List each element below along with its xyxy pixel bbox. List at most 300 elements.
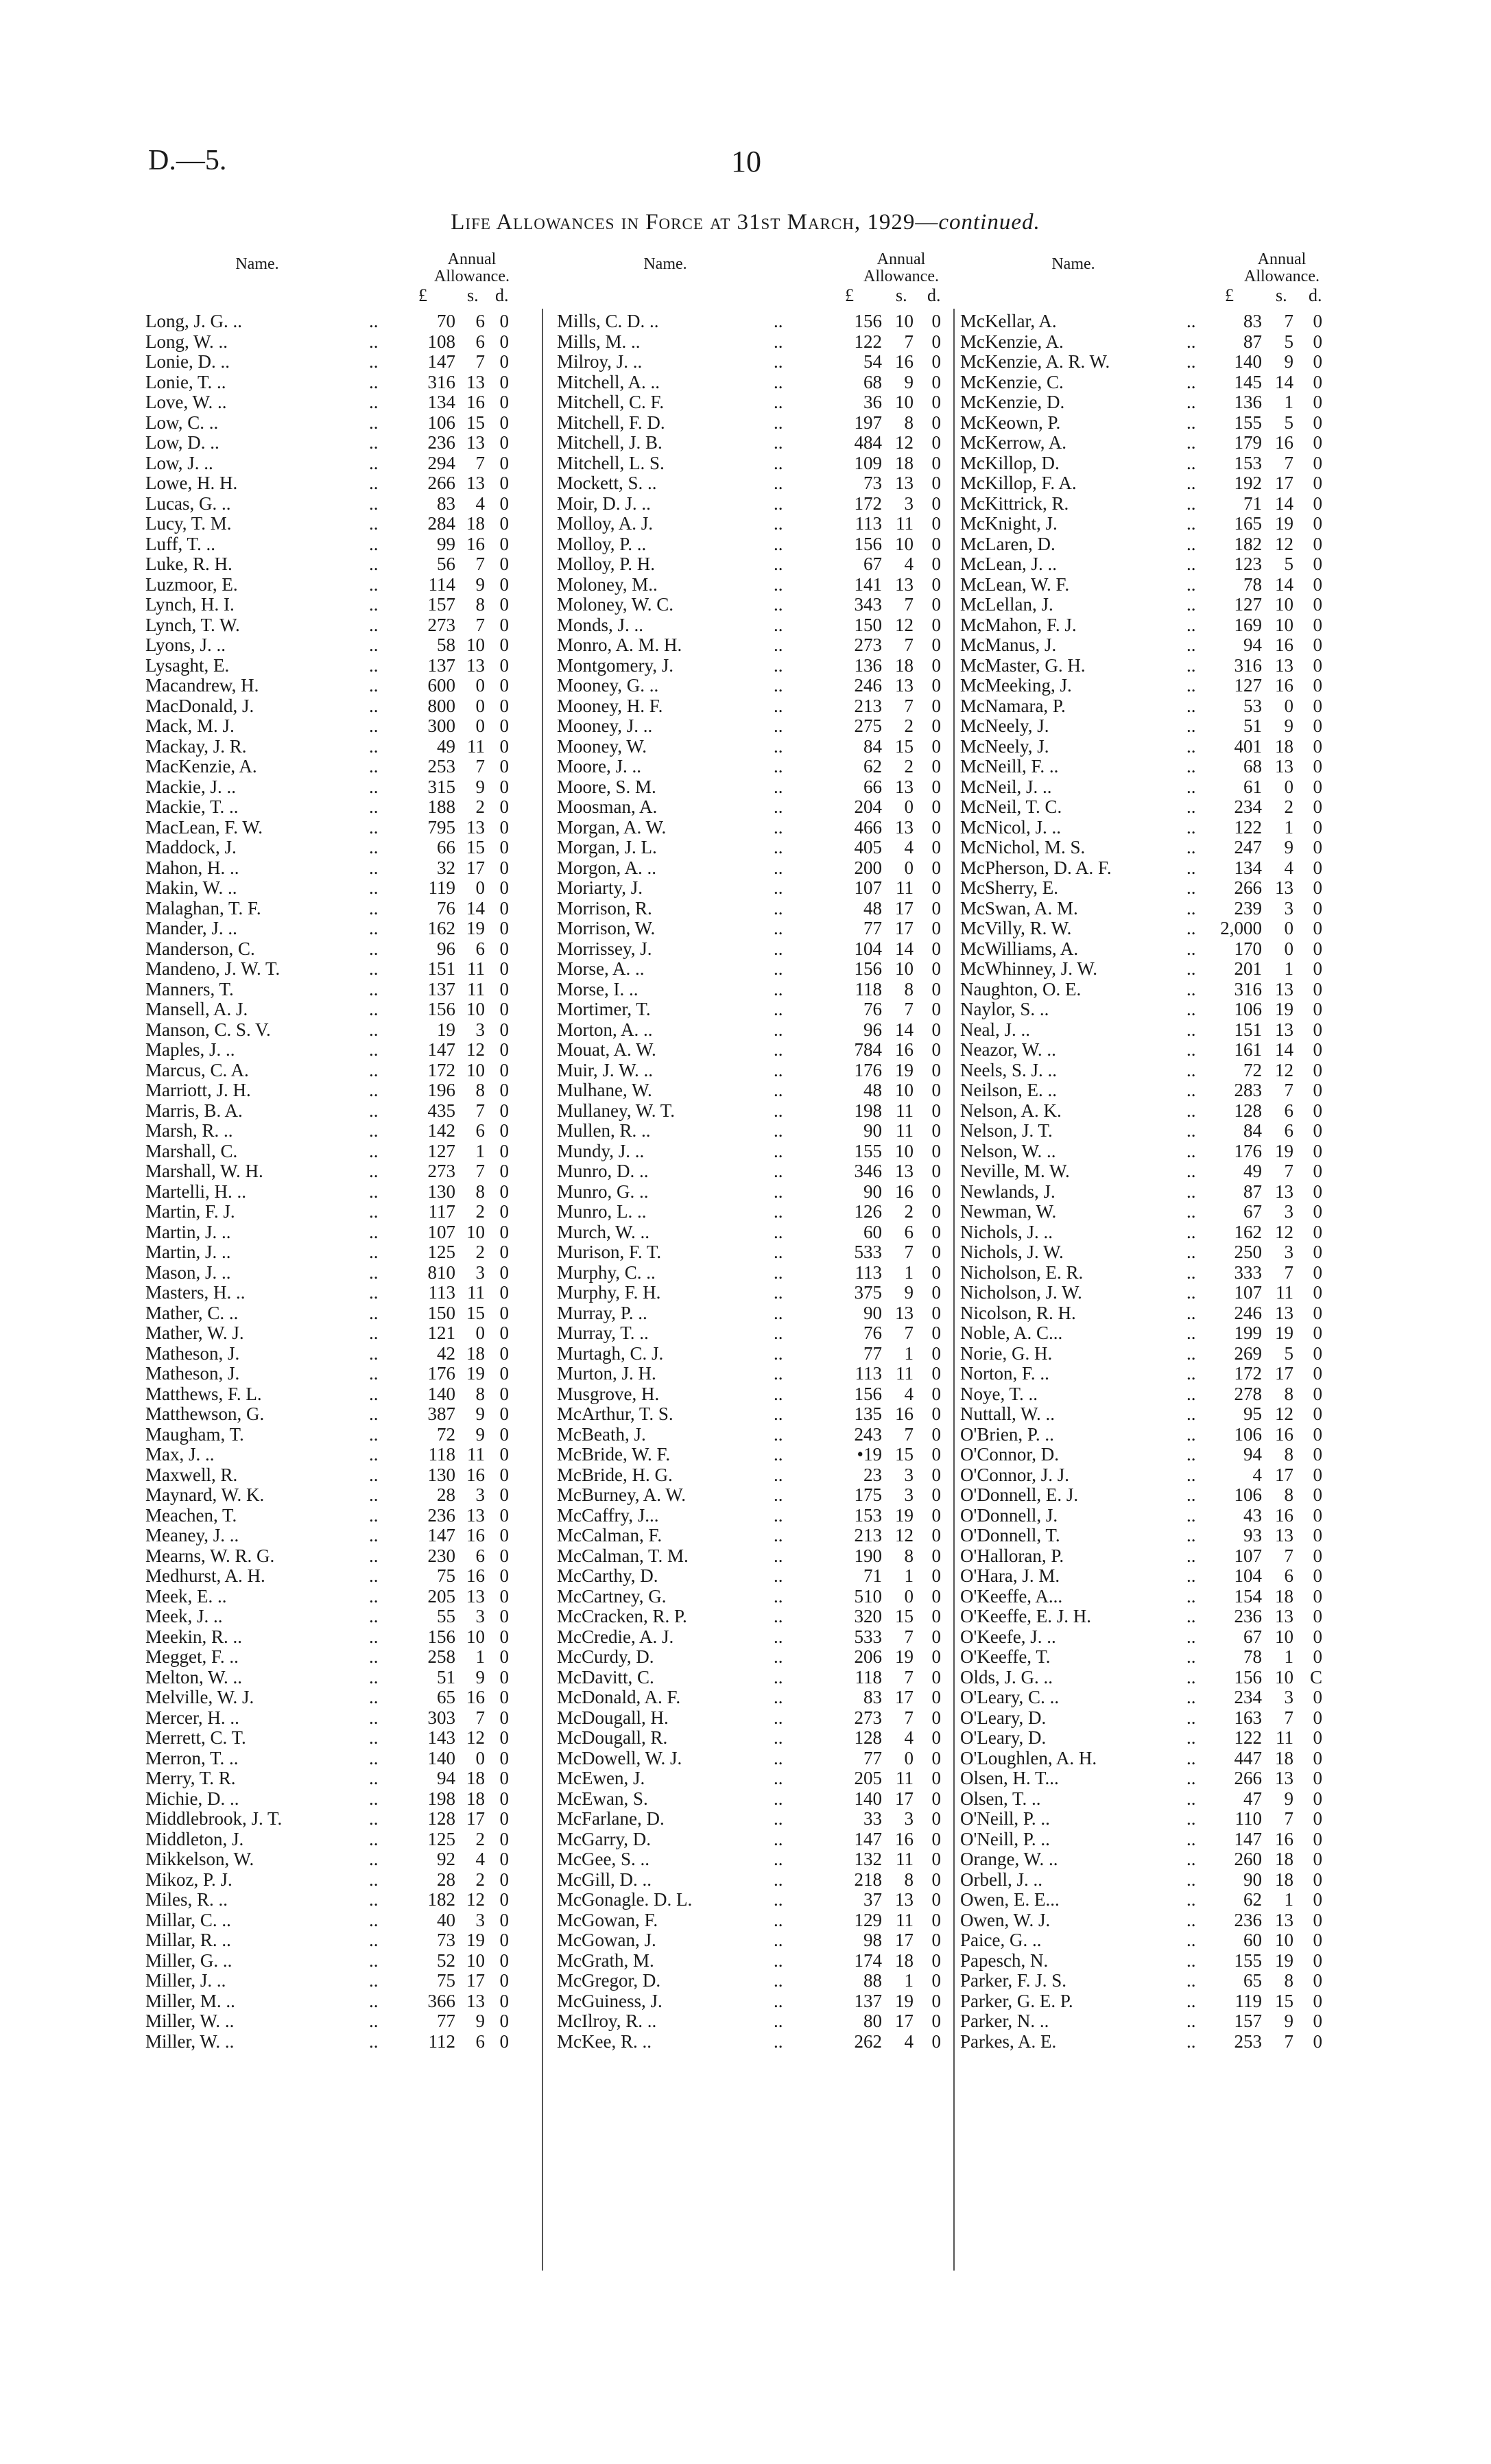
- person-name: McGarry, D.: [557, 1828, 651, 1849]
- person-name: McManus, J.: [960, 635, 1057, 655]
- person-name: Murton, J. H.: [557, 1363, 656, 1384]
- pounds-value: 130: [427, 1181, 455, 1202]
- table-row: [145, 311, 529, 332]
- leader-dots: ..: [774, 573, 783, 595]
- person-name: Luzmoor, E.: [145, 573, 238, 595]
- person-name: O'Leary, D.: [960, 1727, 1047, 1748]
- leader-dots: ..: [1186, 1828, 1196, 1849]
- pounds-value: 2,000: [1220, 918, 1262, 938]
- pounds-value: 65: [1243, 1970, 1262, 1991]
- pence-value: 0: [499, 999, 509, 1019]
- person-name: McKellar, A.: [960, 311, 1057, 331]
- shillings-value: 16: [895, 1039, 914, 1060]
- person-name: Lonie, T. ..: [145, 371, 226, 392]
- pence-value: 0: [499, 1666, 509, 1687]
- pounds-value: 87: [1243, 1181, 1262, 1202]
- table-row: [557, 1485, 948, 1506]
- shillings-value: 12: [895, 1525, 914, 1545]
- person-name: Mouat, A. W.: [557, 1039, 656, 1060]
- shillings-value: 7: [904, 999, 914, 1019]
- shillings-value: 4: [904, 837, 914, 857]
- pence-value: 0: [1313, 614, 1322, 635]
- leader-dots: ..: [774, 1565, 783, 1586]
- person-name: McDavitt, C.: [557, 1666, 654, 1687]
- pounds-value: 107: [854, 877, 882, 898]
- pounds-value: 77: [437, 2011, 455, 2031]
- shillings-value: 7: [475, 1707, 485, 1728]
- person-name: Martin, F. J.: [145, 1201, 235, 1222]
- pence-value: 0: [931, 1323, 941, 1343]
- person-name: Mikkelson, W.: [145, 1849, 254, 1869]
- pounds-value: 218: [854, 1869, 882, 1890]
- shillings-value: 13: [466, 654, 485, 676]
- leader-dots: ..: [774, 978, 783, 999]
- pence-value: 0: [931, 1990, 941, 2011]
- column-header: [145, 251, 529, 311]
- pounds-value: 60: [1243, 1930, 1262, 1950]
- pence-value: 0: [499, 635, 509, 655]
- person-name: O'Connor, D.: [960, 1444, 1060, 1465]
- leader-dots: ..: [774, 1768, 783, 1788]
- table-row: [145, 473, 529, 494]
- table-row: [960, 899, 1344, 919]
- leader-dots: ..: [369, 2030, 379, 2052]
- shillings-value: 10: [1275, 1666, 1293, 1687]
- table-row: [960, 1951, 1344, 1971]
- leader-dots: ..: [774, 1302, 783, 1323]
- leader-dots: ..: [774, 614, 783, 635]
- pounds-value: 147: [427, 1039, 455, 1060]
- leader-dots: ..: [774, 1221, 783, 1242]
- person-name: Mather, W. J.: [145, 1323, 244, 1343]
- leader-dots: ..: [1186, 1100, 1196, 1121]
- pence-value: 0: [499, 1484, 509, 1505]
- shillings-value: 7: [1284, 1161, 1293, 1181]
- shillings-value: 13: [895, 1302, 914, 1323]
- shillings-value: 8: [475, 1080, 485, 1100]
- leader-dots: ..: [1186, 1444, 1196, 1465]
- pence-value: 0: [499, 1990, 509, 2011]
- leader-dots: ..: [1186, 594, 1196, 615]
- pence-value: 0: [931, 1019, 941, 1040]
- pence-value: 0: [1313, 1221, 1322, 1242]
- leader-dots: ..: [774, 1788, 783, 1809]
- person-name: Lynch, H. I.: [145, 594, 235, 615]
- shillings-value: 10: [466, 999, 485, 1019]
- table-row: [960, 1242, 1344, 1263]
- pounds-value: 129: [854, 1909, 882, 1930]
- pounds-value: 156: [854, 311, 882, 331]
- leader-dots: ..: [1186, 351, 1196, 372]
- person-name: Mack, M. J.: [145, 715, 235, 736]
- table-row: [960, 858, 1344, 879]
- leader-dots: ..: [774, 837, 783, 857]
- table-row: [557, 1870, 948, 1891]
- table-row: [145, 1526, 529, 1546]
- shillings-value: 17: [895, 897, 914, 919]
- leader-dots: ..: [774, 857, 783, 878]
- table-row: [960, 1728, 1344, 1749]
- leader-dots: ..: [774, 1342, 783, 1364]
- shillings-value: 5: [1284, 1342, 1293, 1364]
- shillings-value: 19: [895, 1646, 914, 1667]
- pence-value: 0: [931, 918, 941, 938]
- shillings-value: 8: [904, 412, 914, 433]
- person-name: McKillop, D.: [960, 452, 1060, 473]
- table-row: [145, 1222, 529, 1243]
- leader-dots: ..: [1186, 1383, 1196, 1404]
- table-row: [960, 1647, 1344, 1668]
- shillings-value: 0: [475, 877, 485, 898]
- person-name: O'Keeffe, E. J. H.: [960, 1606, 1092, 1626]
- pence-value: 0: [499, 1930, 509, 1950]
- pounds-value: 28: [437, 1484, 455, 1505]
- pounds-value: 54: [863, 351, 882, 372]
- pounds-value: 262: [854, 2030, 882, 2052]
- shillings-value: 0: [904, 1585, 914, 1607]
- pounds-value: 140: [854, 1788, 882, 1809]
- pence-value: 0: [499, 1707, 509, 1728]
- person-name: Papesch, N.: [960, 1950, 1049, 1971]
- shillings-value: 11: [896, 1909, 914, 1930]
- person-name: Miller, J. ..: [145, 1970, 226, 1991]
- table-row: [960, 1061, 1344, 1081]
- leader-dots: ..: [774, 796, 783, 817]
- shillings-value: 12: [1275, 1059, 1293, 1080]
- person-name: Mandeno, J. W. T.: [145, 958, 281, 979]
- pounds-value: 23: [863, 1464, 882, 1485]
- person-name: Morrissey, J.: [557, 938, 652, 959]
- person-name: McDougall, R.: [557, 1727, 668, 1748]
- pence-value: 0: [499, 1545, 509, 1566]
- table-row: [145, 838, 529, 858]
- pence-value: 0: [1313, 412, 1322, 433]
- table-row: [960, 635, 1344, 656]
- pence-value: 0: [1313, 1363, 1322, 1384]
- table-row: [960, 1991, 1344, 2012]
- name-header: Name.: [643, 255, 687, 273]
- table-row: [557, 2011, 948, 2032]
- table-row: [145, 392, 529, 413]
- leader-dots: ..: [369, 311, 379, 331]
- shillings-value: 15: [1275, 1990, 1293, 2011]
- pounds-value: 205: [427, 1585, 455, 1607]
- person-name: McKerrow, A.: [960, 432, 1066, 453]
- pounds-value: 213: [854, 695, 882, 716]
- person-name: Marcus, C. A.: [145, 1059, 249, 1080]
- person-name: Makin, W. ..: [145, 877, 237, 898]
- pounds-value: 114: [428, 573, 455, 595]
- leader-dots: ..: [369, 1221, 379, 1242]
- pounds-value: 42: [437, 1342, 455, 1364]
- leader-dots: ..: [369, 1545, 379, 1566]
- shillings-value: 8: [904, 978, 914, 999]
- pence-value: 0: [1313, 837, 1322, 857]
- pence-value: 0: [931, 1585, 941, 1607]
- table-row: [557, 311, 948, 332]
- person-name: McArthur, T. S.: [557, 1403, 673, 1424]
- pounds-value: 117: [428, 1201, 455, 1222]
- table-row: [145, 1161, 529, 1182]
- shillings-value: 19: [1275, 999, 1293, 1019]
- person-name: Mikoz, P. J.: [145, 1869, 232, 1890]
- pence-value: 0: [931, 816, 941, 838]
- pence-value: 0: [499, 331, 509, 352]
- shillings-value: 11: [896, 1100, 914, 1121]
- leader-dots: ..: [1186, 1606, 1196, 1626]
- leader-dots: ..: [1186, 432, 1196, 453]
- person-name: Morse, A. ..: [557, 958, 645, 979]
- leader-dots: ..: [774, 654, 783, 676]
- shillings-value: 19: [1275, 1323, 1293, 1343]
- pence-value: 0: [1313, 1646, 1322, 1667]
- shillings-value: 14: [1275, 493, 1293, 514]
- shillings-value: 17: [895, 1788, 914, 1809]
- pence-value: 0: [1313, 1161, 1322, 1181]
- table-row: [145, 1566, 529, 1587]
- pounds-value: 258: [427, 1646, 455, 1667]
- table-row: [557, 1404, 948, 1425]
- person-name: O'Brien, P. ..: [960, 1423, 1054, 1445]
- shillings-value: 3: [1284, 1687, 1293, 1707]
- person-name: McLaren, D.: [960, 533, 1055, 554]
- pounds-value: 83: [1243, 311, 1262, 331]
- pence-value: 0: [1313, 1059, 1322, 1080]
- shillings-value: 7: [904, 1707, 914, 1728]
- table-row: [145, 1971, 529, 1991]
- shillings-value: 19: [895, 1990, 914, 2011]
- shillings-value: 13: [895, 473, 914, 493]
- pounds-value: 147: [427, 351, 455, 372]
- person-name: Naughton, O. E.: [960, 978, 1082, 999]
- table-row: [960, 797, 1344, 818]
- shillings-value: 11: [896, 1849, 914, 1869]
- table-row: [145, 1283, 529, 1303]
- leader-dots: ..: [774, 473, 783, 493]
- leader-dots: ..: [369, 715, 379, 736]
- person-name: Lysaght, E.: [145, 654, 230, 676]
- pounds-value: 333: [1234, 1261, 1262, 1283]
- shillings-value: 6: [475, 331, 485, 352]
- person-name: Murphy, F. H.: [557, 1282, 661, 1303]
- shillings-value: 1: [1284, 1889, 1293, 1910]
- person-name: Moore, J. ..: [557, 756, 641, 777]
- leader-dots: ..: [1186, 1970, 1196, 1991]
- person-name: McNeely, J.: [960, 735, 1049, 757]
- pounds-value: 273: [427, 1161, 455, 1181]
- pounds-value: 155: [1234, 1950, 1262, 1971]
- person-name: Meek, E. ..: [145, 1585, 227, 1607]
- pence-value: 0: [499, 392, 509, 412]
- pounds-value: 106: [1234, 999, 1262, 1019]
- person-name: O'Donnell, E. J.: [960, 1484, 1079, 1505]
- table-row: [145, 1870, 529, 1891]
- table-row: [960, 939, 1344, 960]
- pounds-value: 118: [428, 1444, 455, 1465]
- person-name: Moloney, M..: [557, 573, 658, 595]
- table-row: [960, 1829, 1344, 1850]
- pounds-value: 67: [1243, 1626, 1262, 1647]
- table-row: [145, 818, 529, 838]
- pence-value: 0: [931, 1545, 941, 1566]
- leader-dots: ..: [369, 1869, 379, 1890]
- pence-value: 0: [499, 1727, 509, 1748]
- pence-value: 0: [499, 1970, 509, 1991]
- person-name: Mackay, J. R.: [145, 735, 247, 757]
- pounds-value: 165: [1234, 513, 1262, 534]
- pence-value: 0: [1313, 1302, 1322, 1323]
- table-row: [145, 1910, 529, 1931]
- table-row: [145, 1141, 529, 1162]
- table-row: [960, 1404, 1344, 1425]
- table-row: [145, 453, 529, 474]
- table-row: [960, 838, 1344, 858]
- person-name: Molloy, A. J.: [557, 513, 654, 534]
- pence-value: 0: [931, 877, 941, 898]
- pence-value: 0: [931, 533, 941, 554]
- pounds-value: 127: [1234, 594, 1262, 615]
- pounds-value: 294: [427, 452, 455, 473]
- table-row: [557, 1465, 948, 1486]
- leader-dots: ..: [1186, 635, 1196, 655]
- pounds-value: 135: [854, 1403, 882, 1424]
- pence-value: 0: [1313, 978, 1322, 999]
- shillings-value: 3: [904, 1464, 914, 1485]
- table-row: [557, 473, 948, 494]
- leader-dots: ..: [774, 1950, 783, 1971]
- leader-dots: ..: [774, 1930, 783, 1950]
- shillings-value: 15: [895, 1444, 914, 1465]
- shillings-value: 17: [1275, 1363, 1293, 1384]
- pence-value: 0: [1313, 1808, 1322, 1829]
- pounds-value: 123: [1234, 554, 1262, 574]
- name-header: Name.: [1051, 255, 1095, 273]
- pounds-value: 533: [854, 1626, 882, 1647]
- pence-value: 0: [499, 735, 509, 757]
- leader-dots: ..: [369, 897, 379, 919]
- leader-dots: ..: [1186, 918, 1196, 938]
- pence-value: 0: [1313, 958, 1322, 979]
- pence-value: 0: [931, 1666, 941, 1687]
- leader-dots: ..: [774, 1990, 783, 2011]
- pence-value: 0: [499, 675, 509, 696]
- table-row: [960, 1607, 1344, 1627]
- pence-value: 0: [499, 776, 509, 797]
- pounds-value: 182: [427, 1889, 455, 1910]
- pounds-value: 196: [427, 1080, 455, 1100]
- pence-value: 0: [1313, 2030, 1322, 2052]
- person-name: Musgrove, H.: [557, 1383, 660, 1404]
- table-row: [145, 1384, 529, 1405]
- pounds-value: 132: [854, 1849, 882, 1869]
- shillings-value: 3: [904, 493, 914, 514]
- leader-dots: ..: [774, 1120, 783, 1141]
- shillings-value: 9: [475, 2011, 485, 2031]
- pence-value: 0: [1313, 452, 1322, 473]
- pence-value: 0: [499, 1504, 509, 1526]
- table-row: [557, 1890, 948, 1910]
- shillings-value: 18: [1275, 1849, 1293, 1869]
- table-row: [960, 1141, 1344, 1162]
- shillings-value: 10: [1275, 594, 1293, 615]
- leader-dots: ..: [1186, 675, 1196, 696]
- pounds-value: 387: [427, 1403, 455, 1424]
- shillings-value: 7: [1284, 452, 1293, 473]
- shillings-value: 13: [1275, 877, 1293, 898]
- pence-value: 0: [1313, 1707, 1322, 1728]
- person-name: Maples, J. ..: [145, 1039, 235, 1060]
- shillings-value: 12: [1275, 1403, 1293, 1424]
- pounds-value: 246: [854, 675, 882, 696]
- table-row: [557, 1951, 948, 1971]
- person-name: O'Keeffe, T.: [960, 1646, 1051, 1667]
- table-row: [145, 696, 529, 717]
- person-name: Mooney, H. F.: [557, 695, 663, 716]
- pence-value: 0: [499, 1606, 509, 1626]
- person-name: McWhinney, J. W.: [960, 958, 1097, 979]
- pounds-value: 172: [1234, 1363, 1262, 1384]
- pounds-value: 253: [1234, 2030, 1262, 2052]
- table-row: [557, 1141, 948, 1162]
- leader-dots: ..: [369, 1788, 379, 1809]
- shillings-value: 16: [1275, 1828, 1293, 1849]
- shillings-value: 10: [1275, 614, 1293, 635]
- shillings-value: 13: [895, 1889, 914, 1910]
- person-name: Olsen, H. T...: [960, 1768, 1059, 1788]
- pounds-value: 119: [428, 877, 455, 898]
- table-row: [960, 1344, 1344, 1364]
- pounds-value: 119: [1234, 1990, 1262, 2011]
- table-row: [145, 797, 529, 818]
- pence-value: 0: [931, 1201, 941, 1222]
- pence-value: 0: [499, 1221, 509, 1242]
- shillings-value: 7: [904, 635, 914, 655]
- pounds-value: 234: [1234, 1687, 1262, 1707]
- pence-value: 0: [931, 1930, 941, 1950]
- person-name: McIlroy, R. ..: [557, 2011, 657, 2031]
- pence-value: 0: [1313, 857, 1322, 878]
- pence-value: 0: [1313, 1282, 1322, 1303]
- pounds-value: 136: [1234, 392, 1262, 412]
- pounds-value: 246: [1234, 1302, 1262, 1323]
- shillings-value: 1: [904, 1342, 914, 1364]
- shillings-value: 18: [1275, 1747, 1293, 1768]
- leader-dots: ..: [774, 635, 783, 655]
- table-row: [145, 2011, 529, 2032]
- pence-value: 0: [499, 1302, 509, 1323]
- shillings-value: 9: [1284, 351, 1293, 372]
- table-row: [557, 1242, 948, 1263]
- pounds-value: 121: [427, 1323, 455, 1343]
- pounds-value: 141: [854, 573, 882, 595]
- person-name: Lucas, G. ..: [145, 493, 231, 514]
- leader-dots: ..: [369, 1383, 379, 1404]
- table-row: [557, 1546, 948, 1567]
- pence-value: 0: [499, 796, 509, 817]
- table-row: [960, 575, 1344, 595]
- person-name: Nicolson, R. H.: [960, 1302, 1076, 1323]
- pence-value: 0: [931, 1120, 941, 1141]
- table-row: [557, 999, 948, 1020]
- person-name: Nichols, J. ..: [960, 1221, 1053, 1242]
- pence-value: 0: [1313, 1585, 1322, 1607]
- person-name: Luff, T. ..: [145, 533, 215, 554]
- pence-value: 0: [1313, 594, 1322, 615]
- pence-value: 0: [1313, 1423, 1322, 1445]
- pence-value: 0: [1313, 1990, 1322, 2011]
- table-row: [557, 1283, 948, 1303]
- leader-dots: ..: [774, 513, 783, 534]
